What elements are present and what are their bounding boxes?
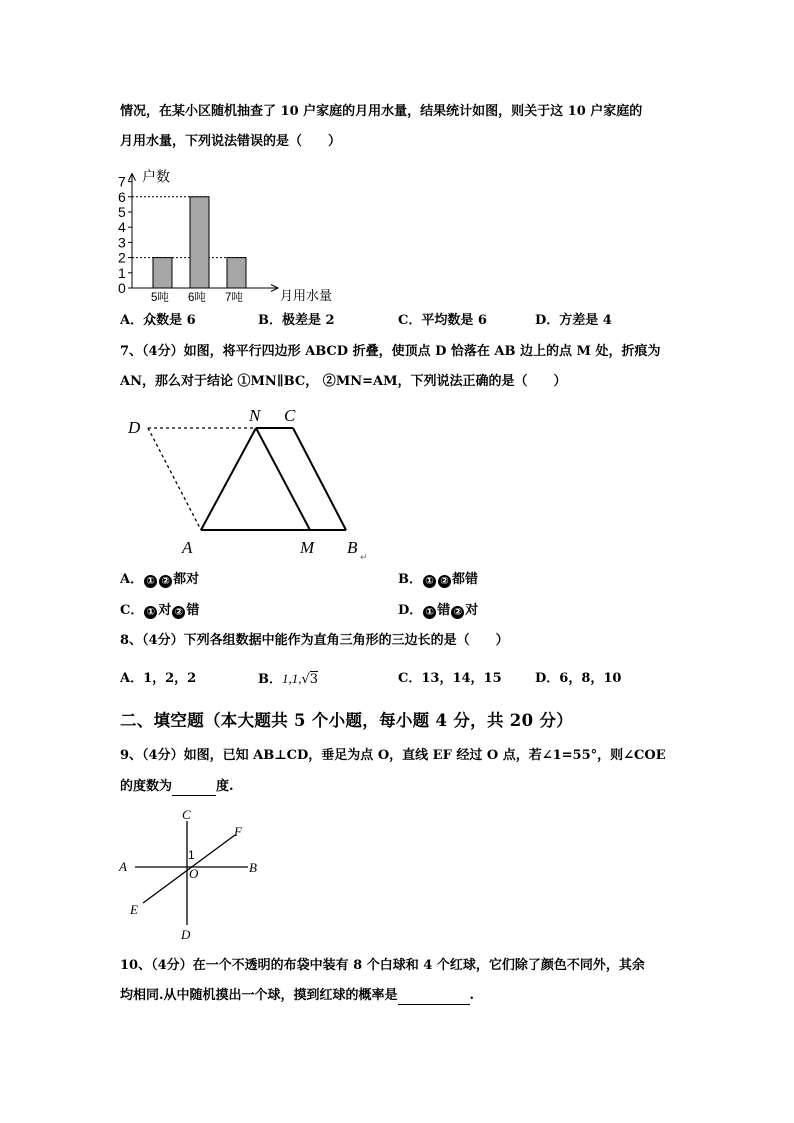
segment-da-dashed <box>148 428 201 530</box>
label-one: 1 <box>188 848 195 862</box>
q7-option-c-text1: 对 <box>158 603 172 618</box>
circle-one-mark: ① <box>423 575 436 588</box>
q8-option-c: C．13，14，15 <box>398 671 502 686</box>
q9-stem-pre: 的度数为 <box>120 779 173 794</box>
parallelogram-fold-figure <box>118 400 378 565</box>
y-tick-label: 4 <box>118 219 126 236</box>
q7-stem-line2 <box>120 373 566 391</box>
q7-conclusion-1: MN∥BC， <box>250 374 319 389</box>
circle-two-mark: ② <box>451 606 464 619</box>
q8-option-b-values: 1,1, <box>282 671 302 686</box>
bar-7吨 <box>227 258 246 288</box>
q6-option-a: A．众数是 6 <box>120 313 196 328</box>
label-n: N <box>249 406 261 425</box>
q8-option-b <box>258 670 318 689</box>
q10-stem-line2 <box>120 987 474 1005</box>
q9-stem-post: 度. <box>216 779 234 794</box>
label-a: A <box>119 859 127 874</box>
bar-5吨 <box>153 258 172 288</box>
y-tick-label: 3 <box>118 234 126 251</box>
circle-two-mark: ② <box>172 606 185 619</box>
q8-option-b-radicand: 3 <box>309 672 319 687</box>
segment-an <box>201 428 256 530</box>
circle-one-mark: ① <box>144 575 157 588</box>
water-usage-bar-chart <box>110 150 350 310</box>
q9-stem-line1: 9、（4分）如图，已知 AB⊥CD，垂足为点 O，直线 EF 经过 O 点，若∠1=55°，则∠COE <box>120 748 666 763</box>
label-d: D <box>181 927 191 942</box>
sqrt-sign: √ <box>301 672 310 687</box>
y-tick-label: 0 <box>118 280 126 296</box>
q7-option-b-letter: B． <box>398 572 422 587</box>
label-b: B <box>347 538 358 557</box>
q7-option-c-letter: C． <box>120 603 144 618</box>
q7-conclusion-2: MN=AM，下列说法正确的是（ ） <box>335 374 567 389</box>
label-d: D <box>128 418 141 437</box>
x-tick-label: 7吨 <box>225 292 243 304</box>
q7-stem-pre: AN，那么对于结论 <box>120 374 233 389</box>
label-c: C <box>284 406 296 425</box>
q6-option-d: D．方差是 4 <box>535 313 612 328</box>
circle-two-mark: ② <box>159 575 172 588</box>
x-tick-label: 5吨 <box>151 292 169 304</box>
q7-option-a-text: 都对 <box>173 572 200 587</box>
y-tick-label: 5 <box>118 204 126 220</box>
q7-option-d <box>398 602 478 620</box>
q7-stem-line1: 7、（4分）如图，将平行四边形 ABCD 折叠，使顶点 D 恰落在 AB 边上的点 M 处，折痕为 <box>120 344 661 359</box>
bar-6吨 <box>190 197 209 288</box>
q10-stem-post: . <box>469 988 475 1003</box>
q7-option-b <box>398 571 478 589</box>
x-tick-label: 6吨 <box>188 292 206 304</box>
q6-stem-line1: 情况，在某小区随机抽查了 10 户家庭的月用水量，结果统计如图，则关于这 10 户家庭的 <box>120 104 643 119</box>
label-c: C <box>182 807 191 822</box>
label-m: M <box>300 538 315 557</box>
q8-stem-line1: 8、（4分）下列各组数据中能作为直角三角形的三边长的是（ ） <box>120 633 509 648</box>
q8-option-d: D．6，8，10 <box>535 671 622 686</box>
label-e: E <box>130 902 138 917</box>
answer-blank <box>398 990 470 1005</box>
q7-option-a-letter: A． <box>120 572 144 587</box>
y-tick-label: 2 <box>118 249 126 266</box>
label-f: F <box>234 824 242 839</box>
q6-stem-line2: 月用水量，下列说法错误的是（ ） <box>120 134 342 149</box>
y-axis-label: 户数 <box>142 168 170 185</box>
circle-one-mark: ① <box>144 606 157 619</box>
q10-stem-line1: 10、（4分）在一个不透明的布袋中装有 8 个白球和 4 个红球，它们除了颜色不同外，其余 <box>120 958 645 973</box>
q7-option-c <box>120 602 199 620</box>
return-mark: ↵ <box>360 552 368 562</box>
circle-two-mark: ② <box>322 374 336 389</box>
q7-option-d-letter: D． <box>398 603 423 618</box>
q7-option-a <box>120 571 199 589</box>
q7-option-b-text: 都错 <box>452 572 479 587</box>
q7-option-d-text2: 对 <box>465 603 479 618</box>
section-title: 二、填空题（本大题共 5 个小题，每小题 4 分，共 20 分） <box>120 711 573 730</box>
circle-two-mark: ② <box>438 575 451 588</box>
q6-option-c: C．平均数是 6 <box>398 313 487 328</box>
q10-stem-pre: 均相同.从中随机摸出一个球，摸到红球的概率是 <box>120 988 398 1003</box>
answer-blank <box>172 781 216 796</box>
y-tick-label: 7 <box>118 173 126 190</box>
q7-option-c-text2: 错 <box>186 603 200 618</box>
perpendicular-lines-figure <box>115 805 275 945</box>
circle-one-mark: ① <box>423 606 436 619</box>
q8-option-a: A．1，2，2 <box>120 671 197 686</box>
label-a: A <box>182 538 193 557</box>
y-tick-label: 6 <box>118 188 126 205</box>
y-tick-label: 1 <box>118 264 126 281</box>
label-o: O <box>189 866 199 881</box>
q8-option-b-letter: B． <box>258 672 282 687</box>
q7-option-d-text1: 错 <box>437 603 451 618</box>
q6-option-b: B．极差是 2 <box>258 313 335 328</box>
label-b: B <box>249 860 257 875</box>
q9-stem-line2 <box>120 778 234 796</box>
circle-one-mark: ① <box>237 374 251 389</box>
x-axis-label: 月用水量 <box>280 288 333 303</box>
